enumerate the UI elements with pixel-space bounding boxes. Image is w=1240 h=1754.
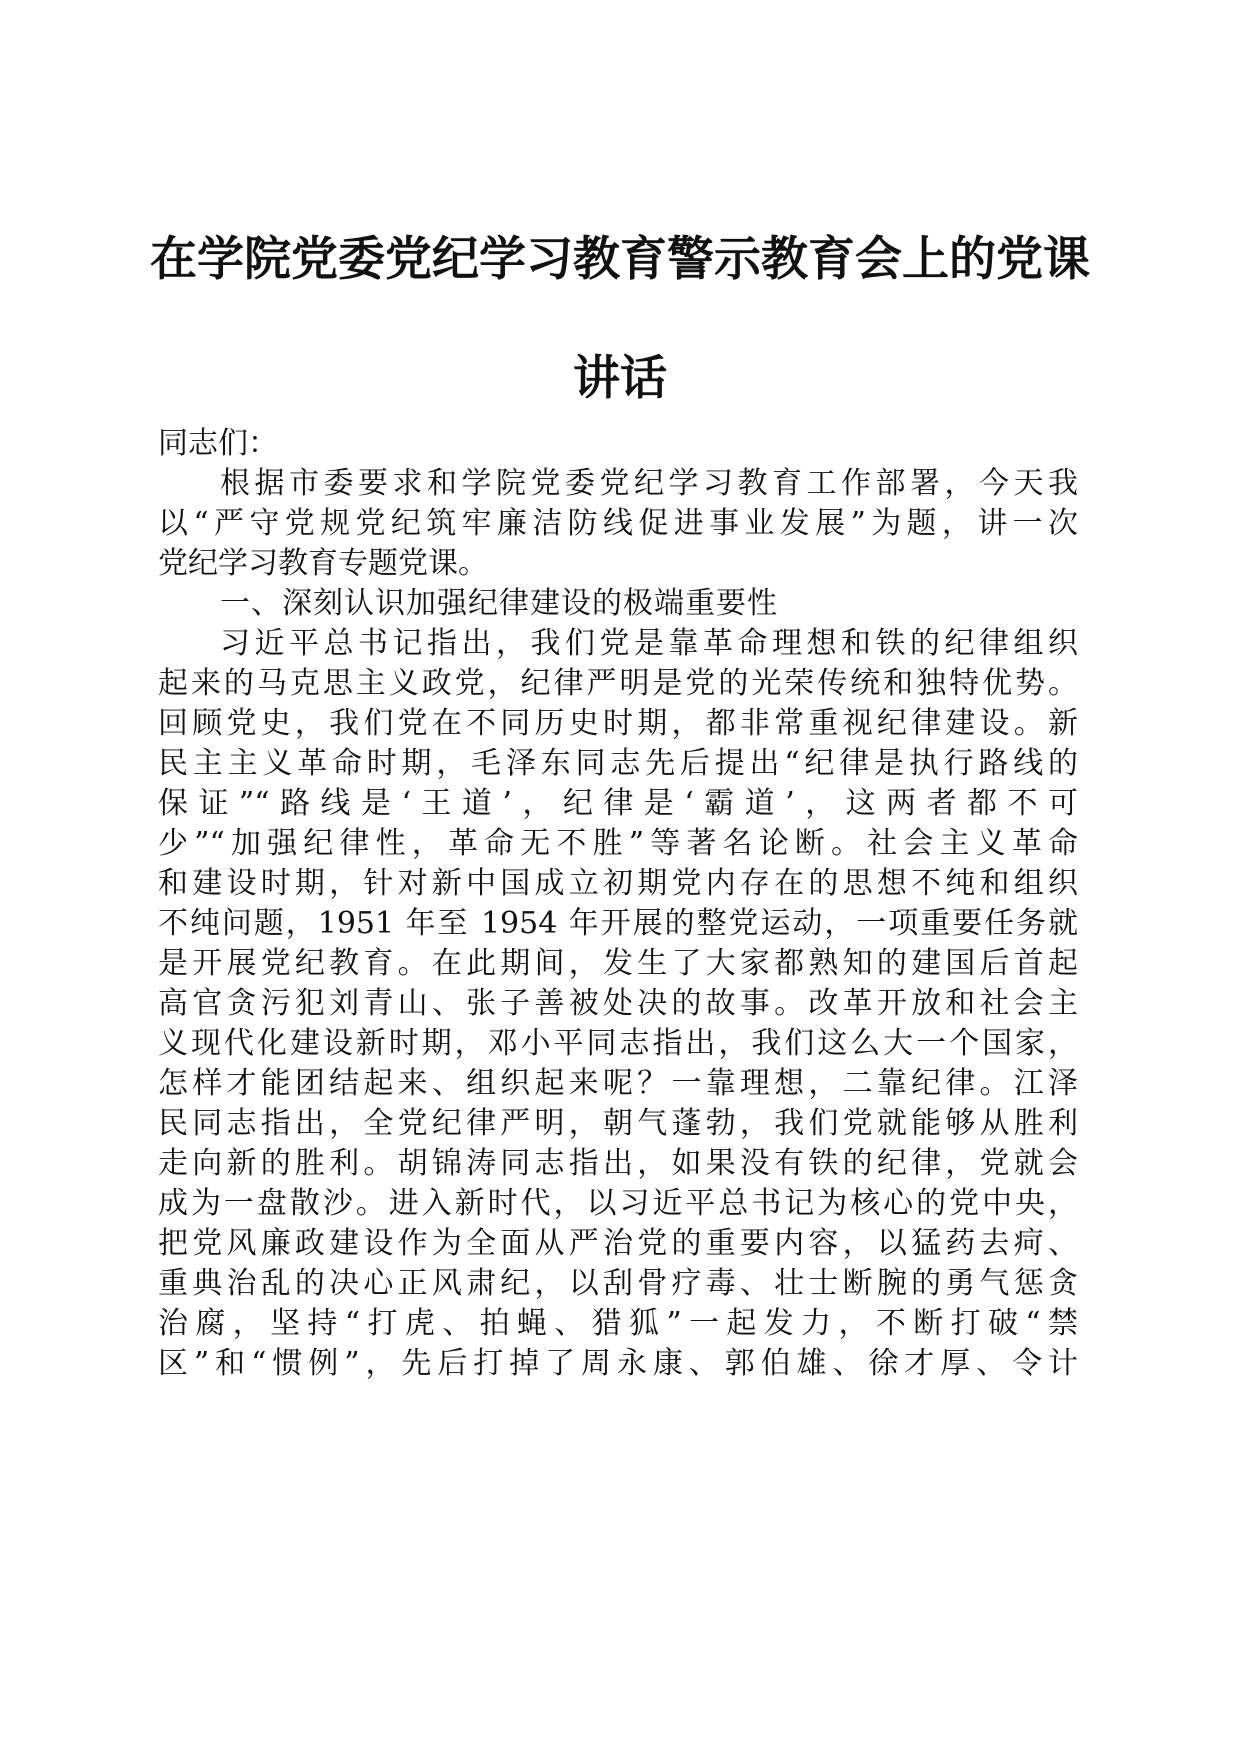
salutation: 同志们：: [158, 426, 278, 461]
paragraph-2-line-13: 民同志指出，全党纪律严明，朝气蓬勃，我们党就能够从胜利: [158, 1106, 1078, 1141]
paragraph-2-line-3: 回顾党史，我们党在不同历史时期，都非常重视纪律建设。新: [158, 706, 1078, 741]
paragraph-2-line-18: 治腐，坚持“打虎、拍蝇、猎狐”一起发力，不断打破“禁: [158, 1306, 1078, 1341]
paragraph-2-line-14: 走向新的胜利。胡锦涛同志指出，如果没有铁的纪律，党就会: [158, 1146, 1078, 1181]
paragraph-2-line-5: 保证”“路线是‘王道’，纪律是‘霸道’，这两者都不可: [158, 786, 1078, 821]
paragraph-2-line-1: 习近平总书记指出，我们党是靠革命理想和铁的纪律组织: [220, 626, 1078, 661]
paragraph-2-line-16: 把党风廉政建设作为全面从严治党的重要内容，以猛药去疴、: [158, 1226, 1078, 1261]
paragraph-2-line-11: 义现代化建设新时期，邓小平同志指出，我们这么大一个国家，: [158, 1026, 1078, 1061]
paragraph-2-line-8: 不纯问题，1951 年至 1954 年开展的整党运动，一项重要任务就: [158, 906, 1078, 941]
section-1-heading: 一、深刻认识加强纪律建设的极端重要性: [220, 586, 778, 621]
paragraph-2-line-6: 少”“加强纪律性，革命无不胜”等著名论断。社会主义革命: [158, 826, 1078, 861]
paragraph-2-line-7: 和建设时期，针对新中国成立初期党内存在的思想不纯和组织: [158, 866, 1078, 901]
document-title-line-2: 讲话: [573, 351, 667, 406]
paragraph-2-line-10: 高官贪污犯刘青山、张子善被处决的故事。改革开放和社会主: [158, 986, 1078, 1021]
paragraph-1-line-1: 根据市委要求和学院党委党纪学习教育工作部署，今天我: [220, 466, 1078, 501]
paragraph-2-line-9: 是开展党纪教育。在此期间，发生了大家都熟知的建国后首起: [158, 946, 1078, 981]
paragraph-2-line-2: 起来的马克思主义政党，纪律严明是党的光荣传统和独特优势。: [158, 666, 1078, 701]
paragraph-2-line-15: 成为一盘散沙。进入新时代，以习近平总书记为核心的党中央，: [158, 1186, 1078, 1221]
paragraph-1-line-3: 党纪学习教育专题党课。: [158, 546, 488, 581]
paragraph-2-line-12: 怎样才能团结起来、组织起来呢？一靠理想，二靠纪律。江泽: [158, 1066, 1078, 1101]
paragraph-1-line-2: 以“严守党规党纪筑牢廉洁防线促进事业发展”为题，讲一次: [158, 506, 1078, 541]
paragraph-2-line-19: 区”和“惯例”，先后打掉了周永康、郭伯雄、徐才厚、令计: [158, 1346, 1078, 1381]
paragraph-2-line-4: 民主主义革命时期，毛泽东同志先后提出“纪律是执行路线的: [158, 746, 1078, 781]
document-title-line-1: 在学院党委党纪学习教育警示教育会上的党课: [150, 232, 1090, 287]
paragraph-2-line-17: 重典治乱的决心正风肃纪，以刮骨疗毒、壮士断腕的勇气惩贪: [158, 1266, 1078, 1301]
